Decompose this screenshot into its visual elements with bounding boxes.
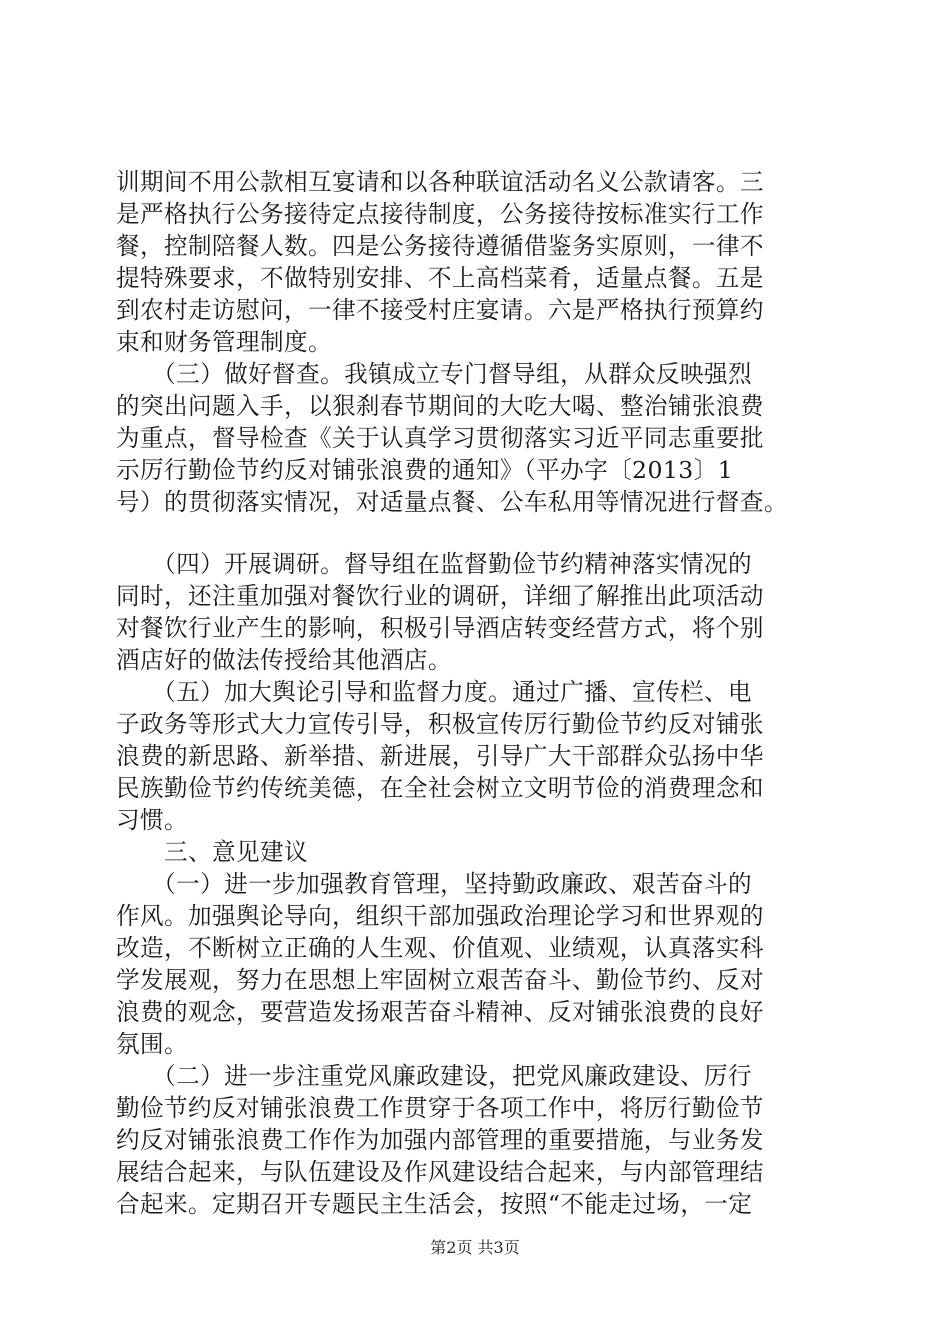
document-body: [116, 166, 836, 1220]
text-line: 展结合起来，与队伍建设及作风建设结合起来，与内部管理结: [116, 1158, 764, 1186]
text-line: 约反对铺张浪费工作作为加强内部管理的重要措施，与业务发: [116, 1126, 764, 1154]
paragraph-supervision: [116, 358, 836, 518]
text-line: 是严格执行公务接待定点接待制度，公务接待按标准实行工作: [116, 200, 764, 228]
text-line: 为重点，督导检查《关于认真学习贯彻落实习近平同志重要批: [116, 424, 764, 452]
text-line: 的突出问题入手，以狠刹春节期间的大吃大喝、整治铺张浪费: [116, 392, 764, 420]
text-line: 餐，控制陪餐人数。四是公务接待遵循借鉴务实原则，一律不: [116, 232, 764, 260]
text-line: 勤俭节约反对铺张浪费工作贯穿于各项工作中，将厉行勤俭节: [116, 1094, 764, 1122]
paragraph-publicity: [116, 676, 836, 836]
text-line: 训期间不用公款相互宴请和以各种联谊活动名义公款请客。三: [116, 168, 764, 196]
text-line: 合起来。定期召开专题民主生活会，按照“不能走过场，一定: [116, 1190, 753, 1218]
text-line: 民族勤俭节约传统美德，在全社会树立文明节俭的消费理念和: [116, 774, 764, 802]
page-number-footer: 第2页 共3页: [430, 1238, 520, 1257]
text-line: 酒店好的做法传授给其他酒店。: [116, 646, 452, 674]
paragraph-continuation: [116, 166, 836, 358]
text-line: 氛围。: [116, 1030, 188, 1058]
paragraph-research: [116, 548, 836, 676]
text-line: （二）进一步注重党风廉政建设，把党风廉政建设、厉行: [116, 1062, 753, 1090]
text-line: 同时，还注重加强对餐饮行业的调研，详细了解推出此项活动: [116, 582, 764, 610]
text-line: 浪费的新思路、新举措、新进展，引导广大干部群众弘扬中华: [116, 742, 764, 770]
section-heading-text: 三、意见建议: [116, 838, 308, 866]
text-line: （四）开展调研。督导组在监督勤俭节约精神落实情况的: [116, 550, 753, 578]
text-line: 示厉行勤俭节约反对铺张浪费的通知》（平办字〔2013〕1: [116, 456, 734, 484]
text-line: 提特殊要求，不做特别安排、不上高档菜肴，适量点餐。五是: [116, 264, 764, 292]
paragraph-suggestion-1: [116, 868, 836, 1060]
text-line: （一）进一步加强教育管理，坚持勤政廉政、艰苦奋斗的: [116, 870, 753, 898]
text-line: 束和财务管理制度。: [116, 328, 332, 356]
text-line: （三）做好督查。我镇成立专门督导组，从群众反映强烈: [116, 360, 753, 388]
paragraph-suggestion-2: [116, 1060, 836, 1220]
text-line: 改造，不断树立正确的人生观、价值观、业绩观，认真落实科: [116, 934, 764, 962]
text-line: 号）的贯彻落实情况，对适量点餐、公车私用等情况进行督查。: [116, 488, 788, 516]
paragraph-spacer: [116, 518, 836, 548]
text-line: 到农村走访慰问，一律不接受村庄宴请。六是严格执行预算约: [116, 296, 764, 324]
text-line: 浪费的观念，要营造发扬艰苦奋斗精神、反对铺张浪费的良好: [116, 998, 764, 1026]
text-line: （五）加大舆论引导和监督力度。通过广播、宣传栏、电: [116, 678, 753, 706]
text-line: 对餐饮行业产生的影响，积极引导酒店转变经营方式，将个别: [116, 614, 764, 642]
text-line: 习惯。: [116, 806, 188, 834]
text-line: 子政务等形式大力宣传引导，积极宣传厉行勤俭节约反对铺张: [116, 710, 764, 738]
text-line: 作风。加强舆论导向，组织干部加强政治理论学习和世界观的: [116, 902, 764, 930]
text-line: 学发展观，努力在思想上牢固树立艰苦奋斗、勤俭节约、反对: [116, 966, 764, 994]
section-heading: [116, 836, 836, 868]
